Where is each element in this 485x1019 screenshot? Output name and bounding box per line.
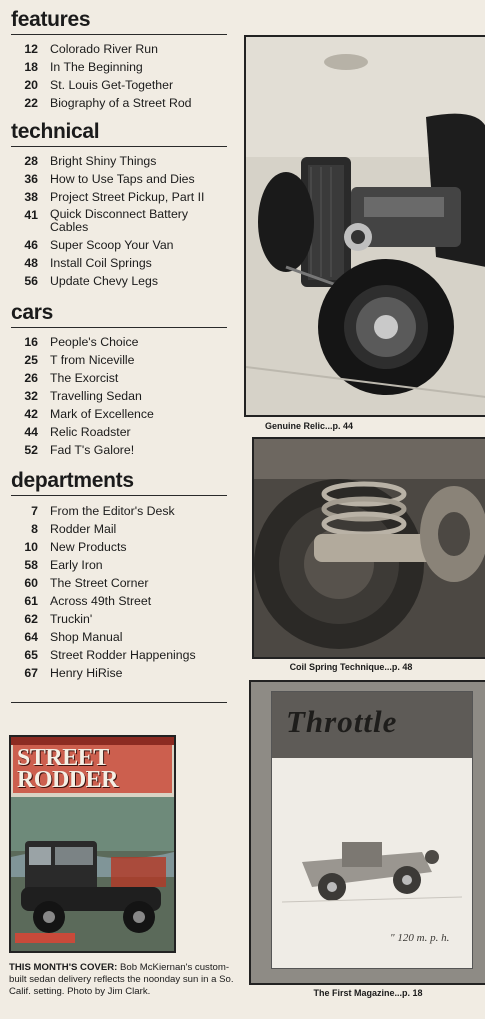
cover-caption	[9, 962, 234, 998]
list-item[interactable]	[11, 94, 227, 112]
page-number: 52	[24, 443, 38, 457]
photo-first-magazine[interactable]	[249, 680, 485, 985]
article-title: From the Editor's Desk	[50, 504, 175, 518]
list-item[interactable]	[11, 236, 227, 254]
page-number: 62	[24, 612, 38, 626]
page-number: 44	[24, 425, 38, 439]
page-number: 56	[24, 274, 38, 288]
cover-caption-lead: THIS MONTH'S COVER:	[9, 962, 118, 973]
article-title: Bright Shiny Things	[50, 154, 157, 168]
article-title: The Exorcist	[50, 371, 119, 385]
list-item[interactable]	[11, 58, 227, 76]
page-number: 10	[24, 540, 38, 554]
roadster-illustration	[246, 37, 485, 415]
section-heading: features	[11, 8, 227, 35]
coil-spring-illustration	[254, 439, 485, 657]
article-title: Colorado River Run	[50, 42, 158, 56]
page-number: 22	[24, 96, 38, 110]
article-title: The Street Corner	[50, 576, 149, 590]
article-title: Early Iron	[50, 558, 103, 572]
divider	[11, 702, 227, 703]
list-item[interactable]	[11, 369, 227, 387]
magazine-handwritten-note: " 120 m. p. h.	[390, 932, 450, 944]
list-item[interactable]	[11, 405, 227, 423]
article-title: In The Beginning	[50, 60, 143, 74]
article-title: Biography of a Street Rod	[50, 96, 192, 110]
article-title: Across 49th Street	[50, 594, 152, 608]
list-item[interactable]	[11, 592, 227, 610]
list-item[interactable]	[11, 423, 227, 441]
page-number: 20	[24, 78, 38, 92]
page-number: 36	[24, 172, 38, 186]
list-item[interactable]	[11, 76, 227, 94]
article-title: New Products	[50, 540, 127, 554]
section-features	[11, 8, 227, 112]
page-number: 61	[24, 594, 38, 608]
article-title: Fad T's Galore!	[50, 443, 135, 457]
photo-caption: Coil Spring Technique...p. 48	[289, 662, 413, 672]
page-number: 42	[24, 407, 38, 421]
magazine-title: Throttle	[286, 704, 398, 739]
page-number: 46	[24, 238, 38, 252]
article-title: Super Scoop Your Van	[50, 238, 174, 252]
list-item[interactable]	[11, 628, 227, 646]
magazine-cover	[271, 691, 473, 969]
list-item[interactable]	[11, 387, 227, 405]
list-item[interactable]	[11, 538, 227, 556]
article-title: Install Coil Springs	[50, 256, 152, 270]
section-departments	[11, 469, 227, 682]
list-item[interactable]	[11, 502, 227, 520]
article-title: How to Use Taps and Dies	[50, 172, 195, 186]
list-item[interactable]	[11, 152, 227, 170]
article-title: Street Rodder Happenings	[50, 648, 196, 662]
section-heading: departments	[11, 469, 227, 496]
page-number: 18	[24, 60, 38, 74]
page-number: 48	[24, 256, 38, 270]
page-number: 26	[24, 371, 38, 385]
photo-relic-roadster[interactable]	[244, 35, 485, 417]
list-item[interactable]	[11, 333, 227, 351]
cover-masthead: STREET RODDER	[17, 745, 119, 793]
page-number: 28	[24, 154, 38, 168]
photo-caption: Genuine Relic...p. 44	[264, 421, 354, 431]
list-item[interactable]	[11, 254, 227, 272]
section-heading: cars	[11, 301, 227, 328]
list-item[interactable]	[11, 351, 227, 369]
list-item[interactable]	[11, 610, 227, 628]
page-number: 38	[24, 190, 38, 204]
article-title: Project Street Pickup, Part II	[50, 190, 205, 204]
article-title: Rodder Mail	[50, 522, 117, 536]
page-number: 67	[24, 666, 38, 680]
page-number: 16	[24, 335, 38, 349]
list-item[interactable]	[11, 170, 227, 188]
list-item[interactable]	[11, 646, 227, 664]
article-title: Update Chevy Legs	[50, 274, 159, 288]
page-number: 58	[24, 558, 38, 572]
article-title: Shop Manual	[50, 630, 123, 644]
list-item[interactable]	[11, 574, 227, 592]
article-title: T from Niceville	[50, 353, 135, 367]
page-number: 7	[31, 504, 38, 518]
page-number: 41	[24, 208, 38, 222]
page-number: 65	[24, 648, 38, 662]
page-number: 8	[31, 522, 38, 536]
list-item[interactable]	[11, 556, 227, 574]
list-item[interactable]	[11, 441, 227, 459]
list-item[interactable]	[11, 272, 227, 290]
racecar-illustration	[272, 802, 472, 942]
list-item[interactable]	[11, 188, 227, 206]
photo-coil-spring[interactable]	[252, 437, 485, 659]
cover-caption-text: Bob McKiernan's custom-built sedan delivery reflects the noonday sun in a So. Calif. setting. Photo by Jim Clark.	[9, 962, 234, 997]
page-number: 12	[24, 42, 38, 56]
article-title: Truckin'	[50, 612, 93, 626]
list-item[interactable]	[11, 40, 227, 58]
section-heading: technical	[11, 120, 227, 147]
article-title: Travelling Sedan	[50, 389, 142, 403]
article-title: Mark of Excellence	[50, 407, 154, 421]
list-item[interactable]	[11, 206, 227, 236]
section-cars	[11, 301, 227, 459]
article-title: Quick Disconnect Battery Cables	[50, 207, 189, 234]
list-item[interactable]	[11, 664, 227, 682]
article-title: Henry HiRise	[50, 666, 123, 680]
article-title: St. Louis Get-Together	[50, 78, 174, 92]
section-technical	[11, 120, 227, 290]
photo-caption: The First Magazine...p. 18	[313, 988, 423, 998]
list-item[interactable]	[11, 520, 227, 538]
page-number: 60	[24, 576, 38, 590]
page-number: 25	[24, 353, 38, 367]
cover-thumbnail[interactable]	[9, 735, 176, 953]
article-title: Relic Roadster	[50, 425, 131, 439]
page-number: 32	[24, 389, 38, 403]
page-number: 64	[24, 630, 38, 644]
article-title: People's Choice	[50, 335, 139, 349]
